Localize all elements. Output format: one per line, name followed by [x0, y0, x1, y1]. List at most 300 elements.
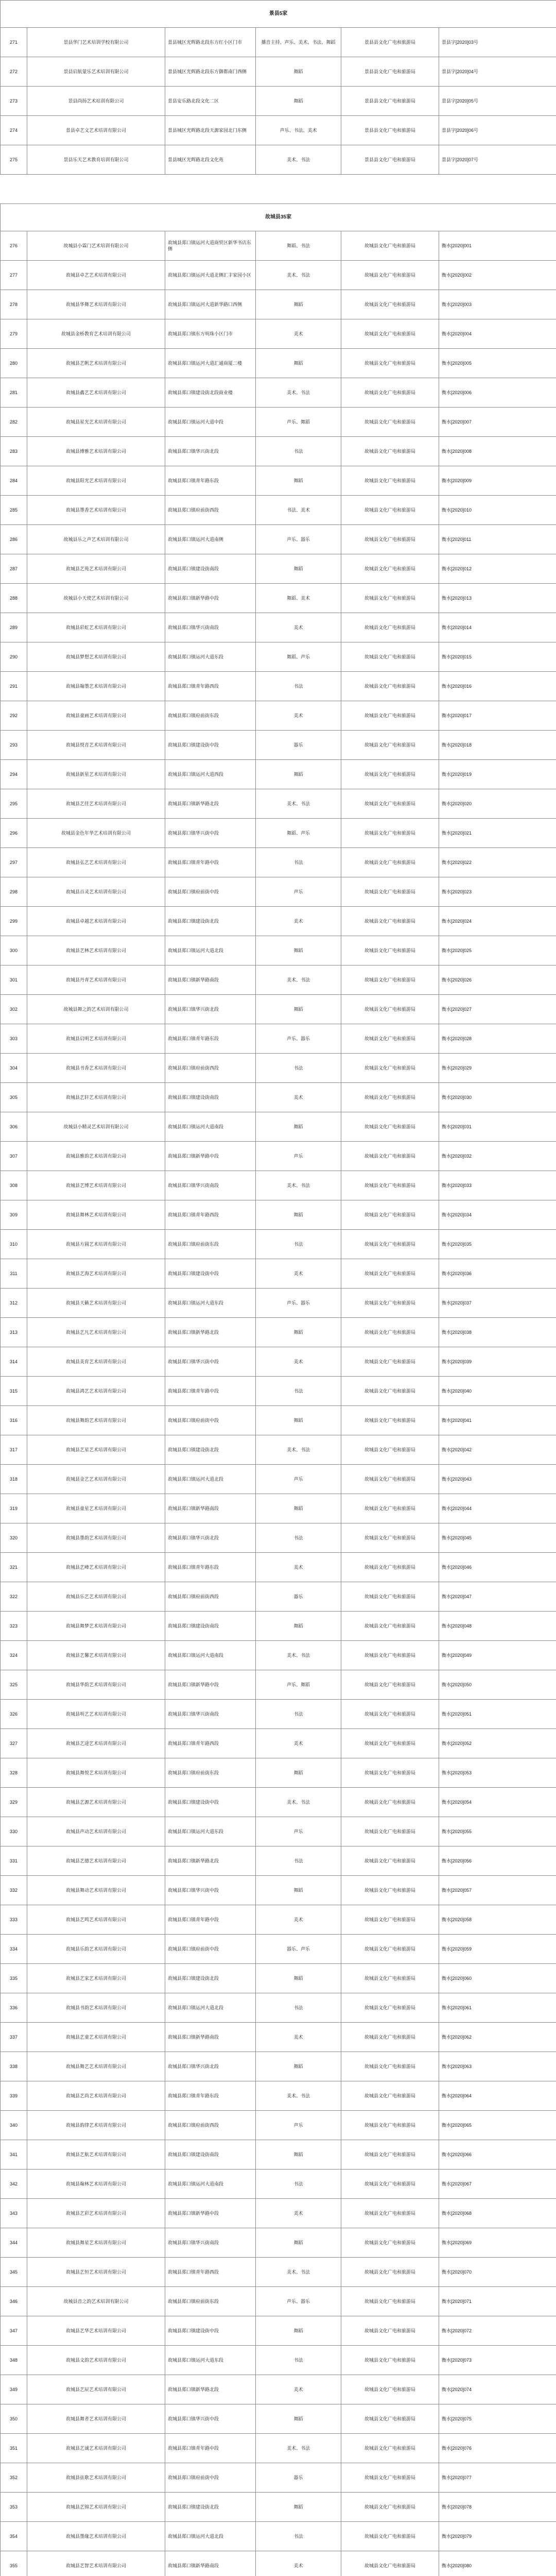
business-scope: 声乐	[256, 1817, 341, 1846]
issuing-authority: 故城县文化广电和旅游局	[341, 496, 439, 525]
institution-name: 故城县艺锦艺术培训有限公司	[27, 2493, 165, 2522]
issuing-authority: 景县县文化广电和旅游局	[341, 145, 439, 175]
section-title: 故城县35家	[1, 204, 556, 231]
license-number: 衡水[2020]038	[439, 1318, 556, 1347]
license-number: 衡水[2020]073	[439, 2346, 556, 2375]
license-number: 衡水[2020]066	[439, 2140, 556, 2170]
institution-name: 故城县艺家艺术培训有限公司	[27, 1964, 165, 1993]
business-scope: 声乐	[256, 1465, 341, 1494]
table-row	[1, 877, 556, 907]
row-number: 343	[1, 2199, 27, 2228]
table-row	[1, 1993, 556, 2023]
business-scope: 美术	[256, 2375, 341, 2404]
institution-name: 故城县艺凡艺术培训有限公司	[27, 1318, 165, 1347]
issuing-authority: 故城县文化广电和旅游局	[341, 1641, 439, 1670]
institution-address: 景县城区光辉路北段天源家园北门东侧	[165, 116, 256, 145]
issuing-authority: 故城县文化广电和旅游局	[341, 2463, 439, 2493]
row-number: 284	[1, 466, 27, 496]
institution-name: 故城县艺峰艺术培训有限公司	[27, 1553, 165, 1582]
institution-address: 故城县郑口镇建设街南段	[165, 1083, 256, 1112]
business-scope: 书法	[256, 2346, 341, 2375]
institution-address: 故城县郑口镇运河大道南段	[165, 1112, 256, 1142]
license-number: 衡水[2020]040	[439, 1377, 556, 1406]
institution-address: 故城县郑口镇府前街西段	[165, 1054, 256, 1083]
institution-name: 景县乐天艺术教育培训有限公司	[27, 145, 165, 175]
table-row	[1, 1083, 556, 1112]
table-row	[1, 1788, 556, 1817]
institution-address: 故城县郑口镇运河大道东段	[165, 2346, 256, 2375]
license-number: 衡水[2020]080	[439, 2551, 556, 2576]
table-row	[1, 2111, 556, 2140]
issuing-authority: 故城县文化广电和旅游局	[341, 2404, 439, 2434]
business-scope: 舞蹈	[256, 1876, 341, 1905]
license-number: 衡水[2020]032	[439, 1142, 556, 1171]
row-number: 340	[1, 2111, 27, 2140]
table-row	[1, 789, 556, 819]
institution-name: 故城县天籁艺术培训有限公司	[27, 1289, 165, 1318]
section-header	[1, 1, 556, 28]
license-number: 衡水[2020]021	[439, 819, 556, 848]
row-number: 292	[1, 701, 27, 731]
row-number: 279	[1, 319, 27, 349]
institution-address: 故城县郑口镇青年路东段	[165, 2081, 256, 2111]
section-spacer	[1, 175, 556, 204]
institution-address: 景县城区光辉路北段东方红小区门市	[165, 28, 256, 57]
table-row	[1, 1582, 556, 1612]
table-row	[1, 2551, 556, 2576]
institution-address: 故城县郑口镇新华路南段	[165, 965, 256, 995]
table-row	[1, 116, 556, 145]
issuing-authority: 故城县文化广电和旅游局	[341, 848, 439, 877]
license-number: 衡水[2020]046	[439, 1553, 556, 1582]
institution-name: 景县华门艺术培训学校有限公司	[27, 28, 165, 57]
issuing-authority: 故城县文化广电和旅游局	[341, 1112, 439, 1142]
issuing-authority: 故城县文化广电和旅游局	[341, 1347, 439, 1377]
table-row	[1, 2258, 556, 2287]
institution-name: 故城县艺林艺术培训有限公司	[27, 936, 165, 965]
institution-name: 故城县华舞艺术培训有限公司	[27, 290, 165, 319]
business-scope: 书法	[256, 1230, 341, 1259]
table-row	[1, 2463, 556, 2493]
issuing-authority: 故城县文化广电和旅游局	[341, 2081, 439, 2111]
license-number: 衡水[2020]054	[439, 1788, 556, 1817]
license-number: 衡水[2020]003	[439, 290, 556, 319]
issuing-authority: 故城县文化广电和旅游局	[341, 789, 439, 819]
table-row	[1, 1612, 556, 1641]
issuing-authority: 故城县文化广电和旅游局	[341, 1083, 439, 1112]
table-row	[1, 145, 556, 175]
license-number: 衡水[2020]029	[439, 1054, 556, 1083]
institution-name: 故城县艺帆艺术培训有限公司	[27, 349, 165, 378]
business-scope: 美术、书法	[256, 1171, 341, 1200]
row-number: 309	[1, 1200, 27, 1230]
license-number: 衡水[2020]023	[439, 877, 556, 907]
institution-address: 故城县郑口镇运河大道北侧汇丰家园小区	[165, 261, 256, 290]
license-number: 衡水[2020]015	[439, 642, 556, 672]
institution-address: 故城县郑口镇府前街西段	[165, 496, 256, 525]
institution-address: 故城县郑口镇华兴街中段	[165, 1347, 256, 1377]
table-row	[1, 2228, 556, 2258]
issuing-authority: 故城县文化广电和旅游局	[341, 2346, 439, 2375]
issuing-authority: 故城县文化广电和旅游局	[341, 2140, 439, 2170]
row-number: 321	[1, 1553, 27, 1582]
institution-name: 故城县墨缘艺术培训有限公司	[27, 2522, 165, 2551]
table-row	[1, 1347, 556, 1377]
license-number: 衡水[2020]014	[439, 613, 556, 642]
institution-name: 故城县艺航艺术培训有限公司	[27, 2140, 165, 2170]
issuing-authority: 景县县文化广电和旅游局	[341, 57, 439, 87]
license-number: 衡水[2020]027	[439, 995, 556, 1024]
business-scope: 美术	[256, 1347, 341, 1377]
business-scope: 美术	[256, 1259, 341, 1289]
table-row	[1, 760, 556, 789]
institution-name: 故城县舞者艺术培训有限公司	[27, 2404, 165, 2434]
license-number: 衡水[2020]057	[439, 1876, 556, 1905]
issuing-authority: 故城县文化广电和旅游局	[341, 877, 439, 907]
table-row	[1, 290, 556, 319]
business-scope: 美术	[256, 2551, 341, 2576]
row-number: 338	[1, 2052, 27, 2081]
business-scope: 声乐、器乐	[256, 1024, 341, 1054]
institution-address: 故城县郑口镇华兴街南段	[165, 613, 256, 642]
license-number: 衡水[2020]062	[439, 2023, 556, 2052]
table-row	[1, 2375, 556, 2404]
table-row	[1, 642, 556, 672]
row-number: 311	[1, 1259, 27, 1289]
row-number: 280	[1, 349, 27, 378]
institution-name: 故城县舞林艺术培训有限公司	[27, 1200, 165, 1230]
license-number: 衡水[2020]055	[439, 1817, 556, 1846]
license-number: 衡水[2020]072	[439, 2316, 556, 2346]
issuing-authority: 故城县文化广电和旅游局	[341, 1289, 439, 1318]
license-number: 衡水[2020]011	[439, 525, 556, 554]
row-number: 276	[1, 231, 27, 261]
table-row	[1, 1523, 556, 1553]
institution-address: 故城县郑口镇新华路南段	[165, 2551, 256, 2576]
institution-address: 故城县郑口镇新华路南段	[165, 2023, 256, 2052]
institution-address: 故城县郑口镇运河大道东段	[165, 1817, 256, 1846]
row-number: 332	[1, 1876, 27, 1905]
row-number: 348	[1, 2346, 27, 2375]
institution-address: 故城县郑口镇府前街东段	[165, 701, 256, 731]
issuing-authority: 故城县文化广电和旅游局	[341, 1729, 439, 1758]
institution-name: 故城县丹青艺术培训有限公司	[27, 965, 165, 995]
license-number: 衡水[2020]076	[439, 2434, 556, 2463]
institution-name: 故城县百灵艺术培训有限公司	[27, 877, 165, 907]
business-scope: 书法	[256, 1523, 341, 1553]
row-number: 281	[1, 378, 27, 408]
license-number: 衡水[2020]004	[439, 319, 556, 349]
business-scope: 舞蹈	[256, 57, 341, 87]
institution-address: 故城县郑口镇运河大道北段	[165, 1465, 256, 1494]
institution-address: 故城县郑口镇华兴街北段	[165, 995, 256, 1024]
institution-name: 故城县雅韵艺术培训有限公司	[27, 1142, 165, 1171]
table-row	[1, 2287, 556, 2316]
row-number: 286	[1, 525, 27, 554]
license-number: 衡水[2020]037	[439, 1289, 556, 1318]
institution-address: 故城县郑口镇府前街中段	[165, 2463, 256, 2493]
row-number: 302	[1, 995, 27, 1024]
institution-address: 故城县郑口镇新华路中段	[165, 1142, 256, 1171]
row-number: 354	[1, 2522, 27, 2551]
row-number: 306	[1, 1112, 27, 1142]
institution-address: 故城县郑口镇华兴街北段	[165, 2052, 256, 2081]
table-row	[1, 1318, 556, 1347]
license-number: 衡水[2020]048	[439, 1612, 556, 1641]
license-number: 景县字[2020]03号	[439, 28, 556, 57]
business-scope: 声乐	[256, 877, 341, 907]
table-row	[1, 57, 556, 87]
business-scope: 舞蹈	[256, 2493, 341, 2522]
license-number: 衡水[2020]078	[439, 2493, 556, 2522]
license-number: 衡水[2020]033	[439, 1171, 556, 1200]
institution-address: 故城县郑口镇青年路西段	[165, 1729, 256, 1758]
business-scope: 舞蹈	[256, 466, 341, 496]
license-number: 衡水[2020]007	[439, 408, 556, 437]
license-number: 衡水[2020]049	[439, 1641, 556, 1670]
institution-address: 故城县郑口镇建设街北段	[165, 907, 256, 936]
institution-name: 故城县乐艺艺术培训有限公司	[27, 1582, 165, 1612]
issuing-authority: 故城县文化广电和旅游局	[341, 2316, 439, 2346]
license-number: 衡水[2020]070	[439, 2258, 556, 2287]
row-number: 274	[1, 116, 27, 145]
row-number: 301	[1, 965, 27, 995]
institution-address: 故城县郑口镇华兴街北段	[165, 1523, 256, 1553]
row-number: 350	[1, 2404, 27, 2434]
issuing-authority: 故城县文化广电和旅游局	[341, 1054, 439, 1083]
issuing-authority: 故城县文化广电和旅游局	[341, 1582, 439, 1612]
business-scope: 美术	[256, 701, 341, 731]
business-scope: 美术	[256, 1553, 341, 1582]
business-scope: 美术	[256, 907, 341, 936]
license-number: 衡水[2020]056	[439, 1846, 556, 1876]
business-scope: 声乐、器乐	[256, 525, 341, 554]
issuing-authority: 故城县文化广电和旅游局	[341, 672, 439, 701]
institution-address: 故城县郑口镇青年路中段	[165, 848, 256, 877]
business-scope: 书法、美术	[256, 496, 341, 525]
row-number: 334	[1, 1935, 27, 1964]
license-number: 衡水[2020]044	[439, 1494, 556, 1523]
license-number: 衡水[2020]022	[439, 848, 556, 877]
business-scope: 舞蹈	[256, 995, 341, 1024]
issuing-authority: 故城县文化广电和旅游局	[341, 2493, 439, 2522]
license-number: 衡水[2020]008	[439, 437, 556, 466]
table-row	[1, 1935, 556, 1964]
table-row	[1, 261, 556, 290]
table-row	[1, 525, 556, 554]
table-row	[1, 731, 556, 760]
table-row	[1, 1729, 556, 1758]
row-number: 326	[1, 1700, 27, 1729]
institution-name: 故城县弦歌艺术培训有限公司	[27, 2463, 165, 2493]
business-scope: 器乐	[256, 731, 341, 760]
row-number: 336	[1, 1993, 27, 2023]
table-row	[1, 2346, 556, 2375]
institution-name: 故城县舞韵艺术培训有限公司	[27, 1406, 165, 1435]
license-number: 衡水[2020]017	[439, 701, 556, 731]
license-number: 衡水[2020]079	[439, 2522, 556, 2551]
institution-address: 故城县郑口镇府前街东段	[165, 2287, 256, 2316]
license-number: 衡水[2020]052	[439, 1729, 556, 1758]
issuing-authority: 故城县文化广电和旅游局	[341, 1171, 439, 1200]
license-number: 景县字[2020]07号	[439, 145, 556, 175]
business-scope: 书法	[256, 1846, 341, 1876]
issuing-authority: 故城县文化广电和旅游局	[341, 819, 439, 848]
institution-address: 故城县郑口镇建设街北段商业楼	[165, 378, 256, 408]
license-number: 衡水[2020]047	[439, 1582, 556, 1612]
table-row	[1, 701, 556, 731]
institution-address: 故城县郑口镇新华路南段	[165, 1494, 256, 1523]
row-number: 314	[1, 1347, 27, 1377]
issuing-authority: 故城县文化广电和旅游局	[341, 1435, 439, 1465]
business-scope: 书法	[256, 672, 341, 701]
business-scope: 器乐、声乐	[256, 1935, 341, 1964]
institution-name: 故城县梦想艺术培训有限公司	[27, 642, 165, 672]
issuing-authority: 故城县文化广电和旅游局	[341, 1817, 439, 1846]
table-row	[1, 1142, 556, 1171]
row-number: 287	[1, 554, 27, 584]
issuing-authority: 故城县文化广电和旅游局	[341, 2258, 439, 2287]
row-number: 327	[1, 1729, 27, 1758]
institution-name: 故城县艺博艺术培训有限公司	[27, 1171, 165, 1200]
institution-address: 故城县郑口镇运河大道商贸区新华书店东侧	[165, 231, 256, 261]
business-scope: 舞蹈	[256, 290, 341, 319]
issuing-authority: 故城县文化广电和旅游局	[341, 1230, 439, 1259]
institution-name: 故城县艺轩艺术培训有限公司	[27, 1083, 165, 1112]
institution-address: 故城县郑口镇新华路中段	[165, 2199, 256, 2228]
table-row	[1, 584, 556, 613]
license-number: 景县字[2020]05号	[439, 87, 556, 116]
institution-name: 故城县文韵艺术培训有限公司	[27, 2346, 165, 2375]
row-number: 328	[1, 1758, 27, 1788]
row-number: 325	[1, 1670, 27, 1700]
institution-address: 故城县郑口镇青年路西段	[165, 2258, 256, 2287]
license-number: 衡水[2020]050	[439, 1670, 556, 1700]
row-number: 308	[1, 1171, 27, 1200]
table-row	[1, 1700, 556, 1729]
institution-name: 景县启航蒙乐艺术培训有限公司	[27, 57, 165, 87]
license-number: 景县字[2020]06号	[439, 116, 556, 145]
business-scope: 声乐、舞蹈	[256, 408, 341, 437]
issuing-authority: 故城县文化广电和旅游局	[341, 1758, 439, 1788]
row-number: 310	[1, 1230, 27, 1259]
table-row	[1, 965, 556, 995]
table-row	[1, 1259, 556, 1289]
institution-address: 故城县郑口镇建设街中段	[165, 731, 256, 760]
license-number: 衡水[2020]018	[439, 731, 556, 760]
license-number: 衡水[2020]039	[439, 1347, 556, 1377]
institution-name: 故城县艺彩艺术培训有限公司	[27, 2199, 165, 2228]
issuing-authority: 故城县文化广电和旅游局	[341, 290, 439, 319]
business-scope: 书法	[256, 1377, 341, 1406]
institution-name: 故城县金色年华艺术培训有限公司	[27, 819, 165, 848]
business-scope: 舞蹈	[256, 2228, 341, 2258]
issuing-authority: 故城县文化广电和旅游局	[341, 1494, 439, 1523]
issuing-authority: 景县县文化广电和旅游局	[341, 116, 439, 145]
institution-address: 故城县郑口镇府前街中段	[165, 1935, 256, 1964]
row-number: 320	[1, 1523, 27, 1553]
row-number: 277	[1, 261, 27, 290]
issuing-authority: 故城县文化广电和旅游局	[341, 1377, 439, 1406]
institution-name: 故城县舞艺艺术培训有限公司	[27, 2052, 165, 2081]
institution-address: 故城县郑口镇新华路北段	[165, 789, 256, 819]
license-number: 衡水[2020]025	[439, 936, 556, 965]
row-number: 337	[1, 2023, 27, 2052]
business-scope: 美术、书法	[256, 1788, 341, 1817]
issuing-authority: 故城县文化广电和旅游局	[341, 1406, 439, 1435]
institution-address: 故城县郑口镇运河大道东段	[165, 642, 256, 672]
issuing-authority: 故城县文化广电和旅游局	[341, 1200, 439, 1230]
table-row	[1, 2404, 556, 2434]
institution-name: 故城县翰墨艺术培训有限公司	[27, 672, 165, 701]
issuing-authority: 故城县文化广电和旅游局	[341, 1612, 439, 1641]
institution-name: 故城县墨韵艺术培训有限公司	[27, 1523, 165, 1553]
table-row	[1, 2316, 556, 2346]
institution-address: 故城县郑口镇府前街中段	[165, 1406, 256, 1435]
institution-name: 故城县金桥教育艺术培训有限公司	[27, 319, 165, 349]
issuing-authority: 故城县文化广电和旅游局	[341, 1788, 439, 1817]
license-number: 衡水[2020]010	[439, 496, 556, 525]
business-scope: 舞蹈	[256, 760, 341, 789]
institution-name: 故城县书香艺术培训有限公司	[27, 1054, 165, 1083]
row-number: 322	[1, 1582, 27, 1612]
row-number: 329	[1, 1788, 27, 1817]
issuing-authority: 故城县文化广电和旅游局	[341, 1876, 439, 1905]
institution-address: 故城县郑口镇运河大道南侧	[165, 525, 256, 554]
table-row	[1, 1200, 556, 1230]
issuing-authority: 故城县文化广电和旅游局	[341, 1259, 439, 1289]
table-row	[1, 2493, 556, 2522]
business-scope: 书法	[256, 2170, 341, 2199]
table-row	[1, 2081, 556, 2111]
institution-address: 故城县郑口镇青年路西段	[165, 1200, 256, 1230]
institution-name: 故城县艺源艺术培训有限公司	[27, 1788, 165, 1817]
business-scope: 声乐、书法、美术	[256, 116, 341, 145]
license-number: 衡水[2020]034	[439, 1200, 556, 1230]
issuing-authority: 故城县文化广电和旅游局	[341, 2522, 439, 2551]
table-row	[1, 2140, 556, 2170]
row-number: 305	[1, 1083, 27, 1112]
business-scope: 舞蹈	[256, 2140, 341, 2170]
license-number: 衡水[2020]043	[439, 1465, 556, 1494]
row-number: 278	[1, 290, 27, 319]
institution-address: 故城县郑口镇建设街北段	[165, 1964, 256, 1993]
row-number: 344	[1, 2228, 27, 2258]
institution-address: 故城县郑口镇新华路北段	[165, 1846, 256, 1876]
issuing-authority: 故城县文化广电和旅游局	[341, 231, 439, 261]
institution-address: 故城县郑口镇建设街南段	[165, 2140, 256, 2170]
license-number: 衡水[2020]002	[439, 261, 556, 290]
institution-address: 故城县郑口镇青年路东段	[165, 466, 256, 496]
institution-name: 故城县艺智艺术培训有限公司	[27, 2551, 165, 2576]
institution-address: 故城县郑口镇府前街东段	[165, 1230, 256, 1259]
institution-name: 故城县艺诚艺术培训有限公司	[27, 2434, 165, 2463]
institution-address: 故城县郑口镇青年路中段	[165, 2434, 256, 2463]
license-number: 衡水[2020]001	[439, 231, 556, 261]
table-row	[1, 1641, 556, 1670]
issuing-authority: 故城县文化广电和旅游局	[341, 1993, 439, 2023]
issuing-authority: 故城县文化广电和旅游局	[341, 554, 439, 584]
row-number: 352	[1, 2463, 27, 2493]
institution-address: 故城县郑口镇青年路东段	[165, 1553, 256, 1582]
institution-name: 故城县艺海艺术培训有限公司	[27, 1259, 165, 1289]
issuing-authority: 故城县文化广电和旅游局	[341, 1846, 439, 1876]
institution-name: 故城县美育艺术培训有限公司	[27, 1347, 165, 1377]
institution-name: 故城县舞梦艺术培训有限公司	[27, 1612, 165, 1641]
institution-name: 故城县启明艺术培训有限公司	[27, 1024, 165, 1054]
issuing-authority: 景县县文化广电和旅游局	[341, 28, 439, 57]
table-row	[1, 1465, 556, 1494]
